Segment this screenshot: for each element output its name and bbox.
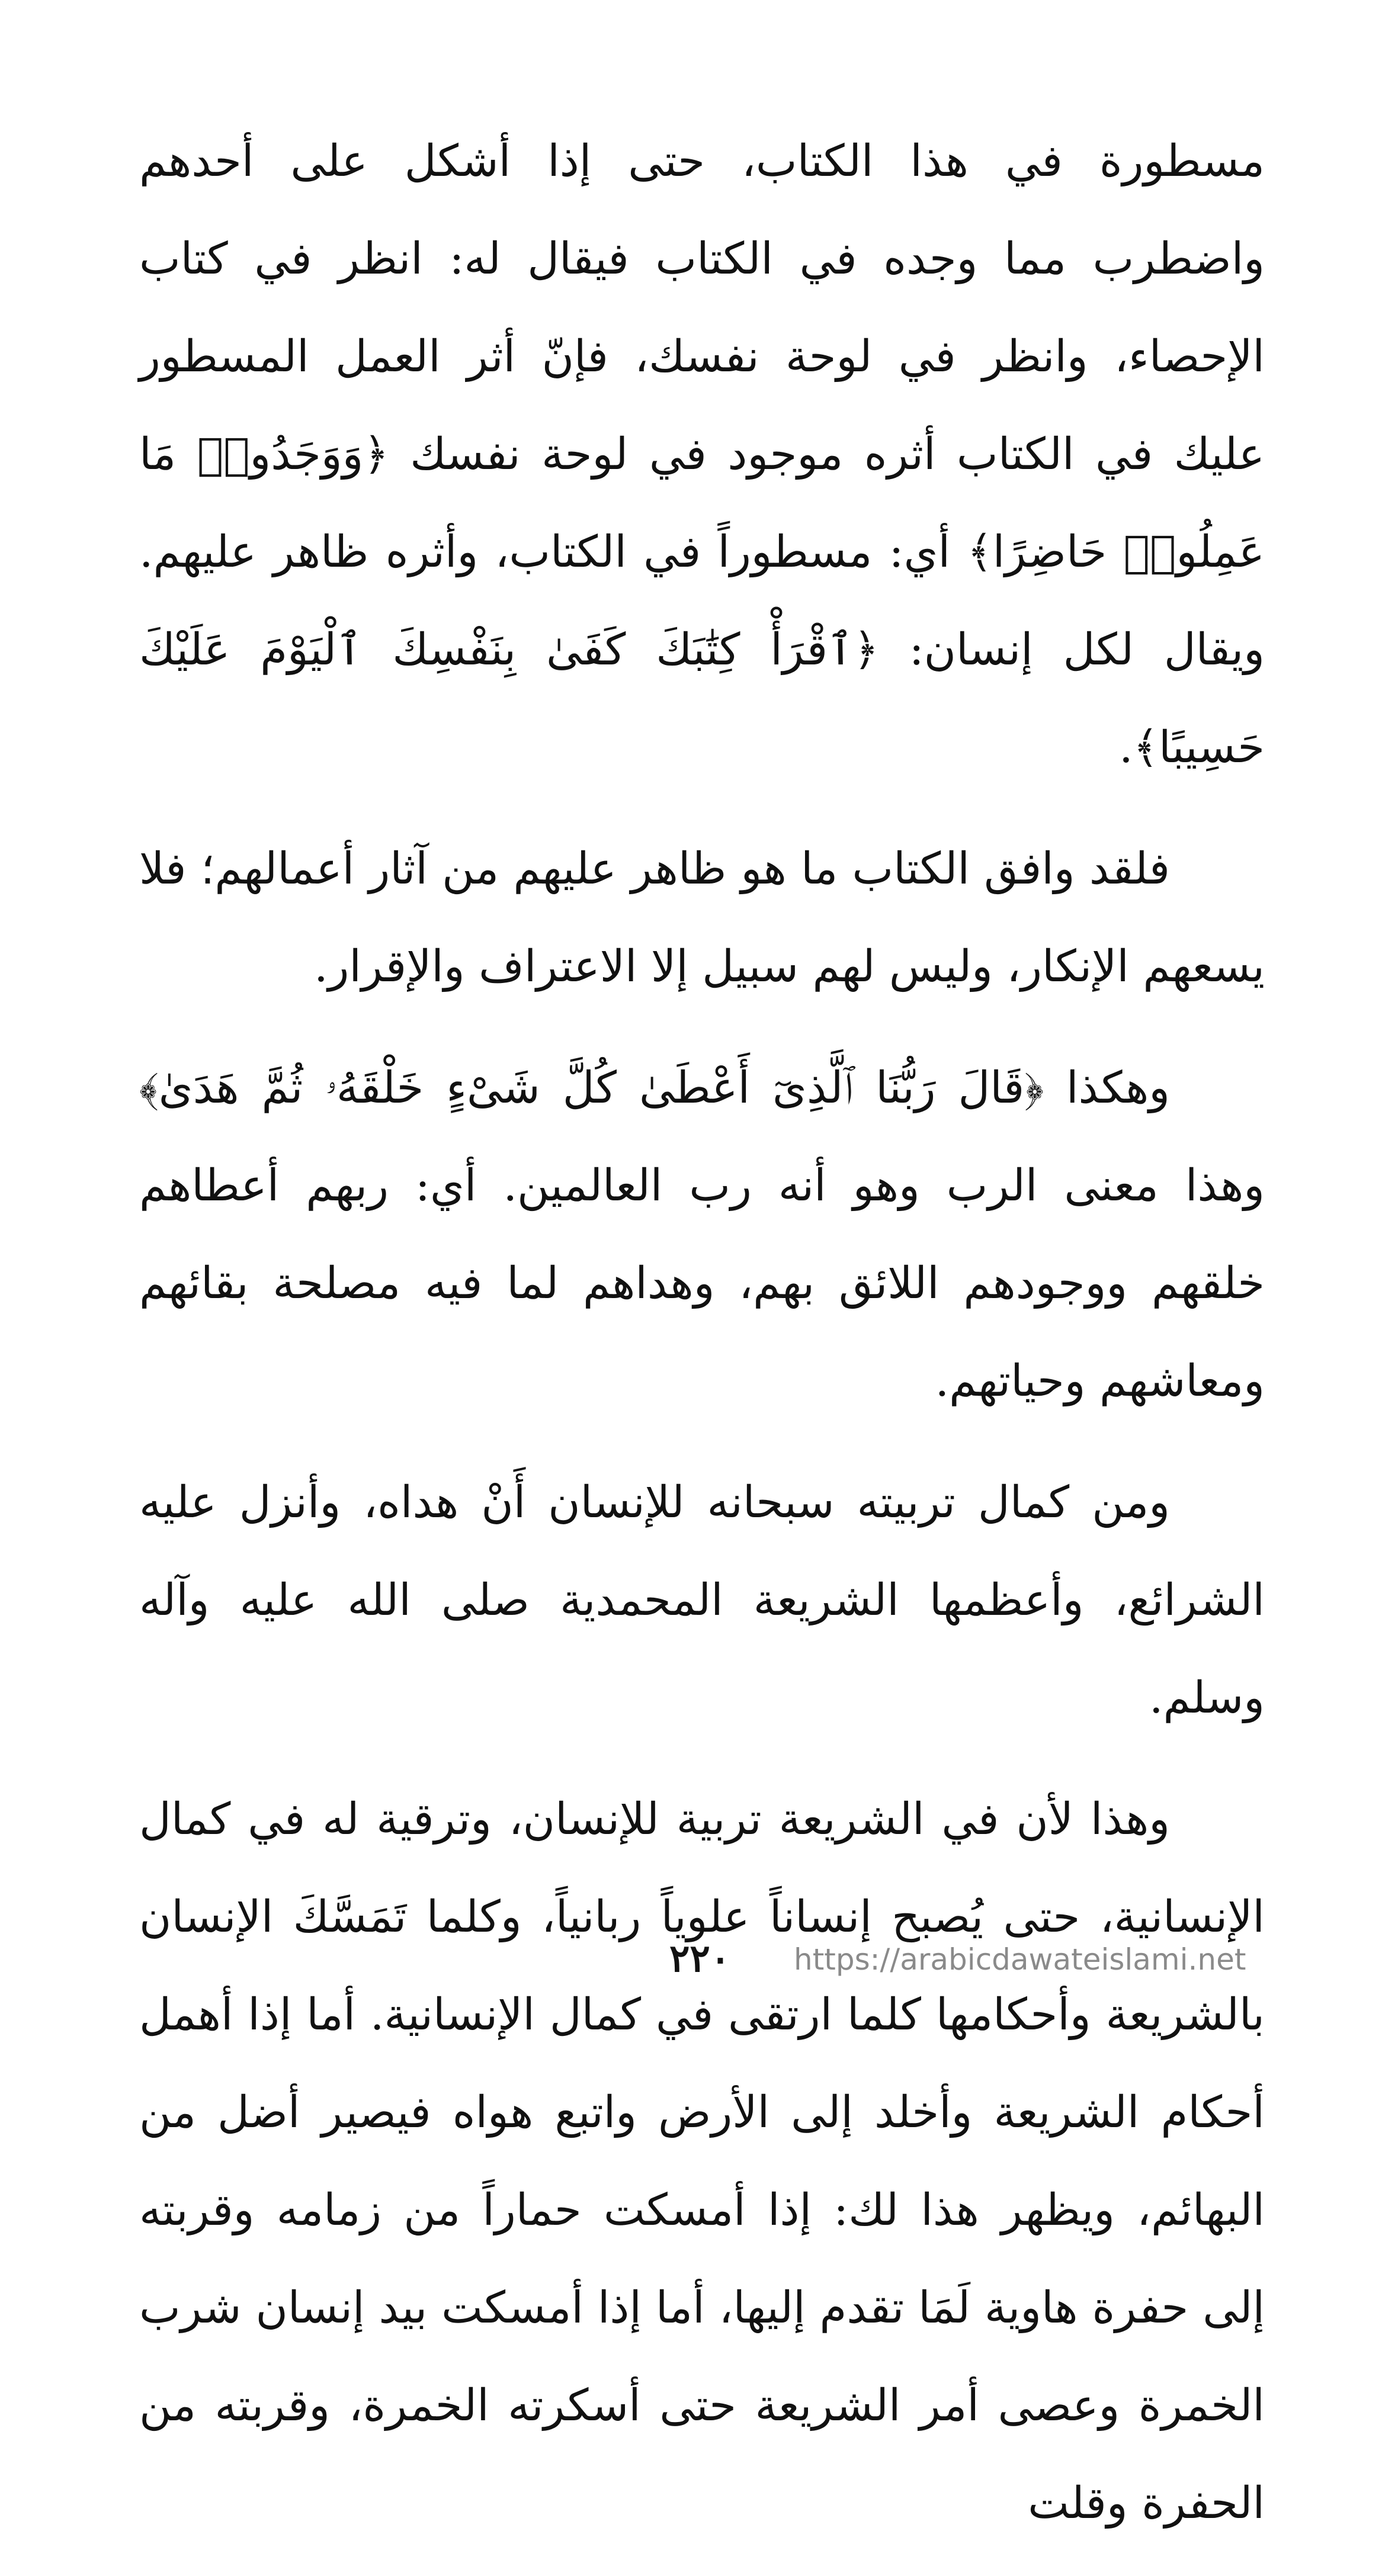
paragraph-2: فلقد وافق الكتاب ما هو ظاهر عليهم من آثار أعمالهم؛ فلا يسعهم الإنكار، وليس لهم سبيل إلا الاعتراف والإقرار. bbox=[139, 843, 1265, 992]
page-text bbox=[139, 113, 1265, 2576]
paragraph-1: مسطورة في هذا الكتاب، حتى إذا أشكل على أحدهم واضطرب مما وجده في الكتاب فيقال له: انظر في كتاب الإحصاء، وانظر في لوحة نفسك، فإنّ أثر العمل المسطور عليك في الكتاب أثره موجود في لوحة نفسك ﴿وَوَجَدُوا۟ مَا عَمِلُوا۟ حَاضِرًا﴾ أي: مسطوراً في الكتاب، وأثره ظاهر عليهم. ويقال لكل إنسان: ﴿ٱقْرَأْ كِتَٰبَكَ كَفَىٰ بِنَفْسِكَ ٱلْيَوْمَ عَلَيْكَ حَسِيبًا﴾. bbox=[139, 136, 1265, 773]
paragraph-3: وهكذا ﴿قَالَ رَبُّنَا ٱلَّذِىٓ أَعْطَىٰ كُلَّ شَىْءٍ خَلْقَهُۥ ثُمَّ هَدَىٰ﴾ وهذا معنى الرب وهو أنه رب العالمين. أي: ربهم أعطاهم خلقهم ووجودهم اللائق بهم، وهداهم لما فيه مصلحة بقائهم ومعاشهم وحياتهم. bbox=[139, 1062, 1265, 1406]
paragraph-5: وهذا لأن في الشريعة تربية للإنسان، وترقية له في كمال الإنسانية، حتى يُصبح إنساناً علوياً ربانياً، وكلما تَمَسَّكَ الإنسان بالشريعة وأحكامها كلما ارتقى في كمال الإنسانية. أما إذا أهمل أحكام الشريعة وأخلد إلى الأرض واتبع هواه فيصير أضل من البهائم، ويظهر هذا لك: إذا أمسكت حماراً من زمامه وقربته إلى حفرة هاوية لَمَا تقدم إليها، أما إذا أمسكت بيد إنسان شرب الخمرة وعصى أمر الشريعة حتى أسكرته الخمرة، وقربته من الحفرة وقلت bbox=[139, 1794, 1265, 2529]
paragraph-4: ومن كمال تربيته سبحانه للإنسان أَنْ هداه، وأنزل عليه الشرائع، وأعظمها الشريعة المحمدية صلى الله عليه وآله وسلم. bbox=[139, 1477, 1265, 1723]
page-number: ٢٢٠ bbox=[669, 1936, 731, 1981]
page-footer bbox=[0, 1936, 1398, 2008]
site-url-watermark[interactable]: https://arabicdawateislami.net bbox=[794, 1942, 1246, 1977]
